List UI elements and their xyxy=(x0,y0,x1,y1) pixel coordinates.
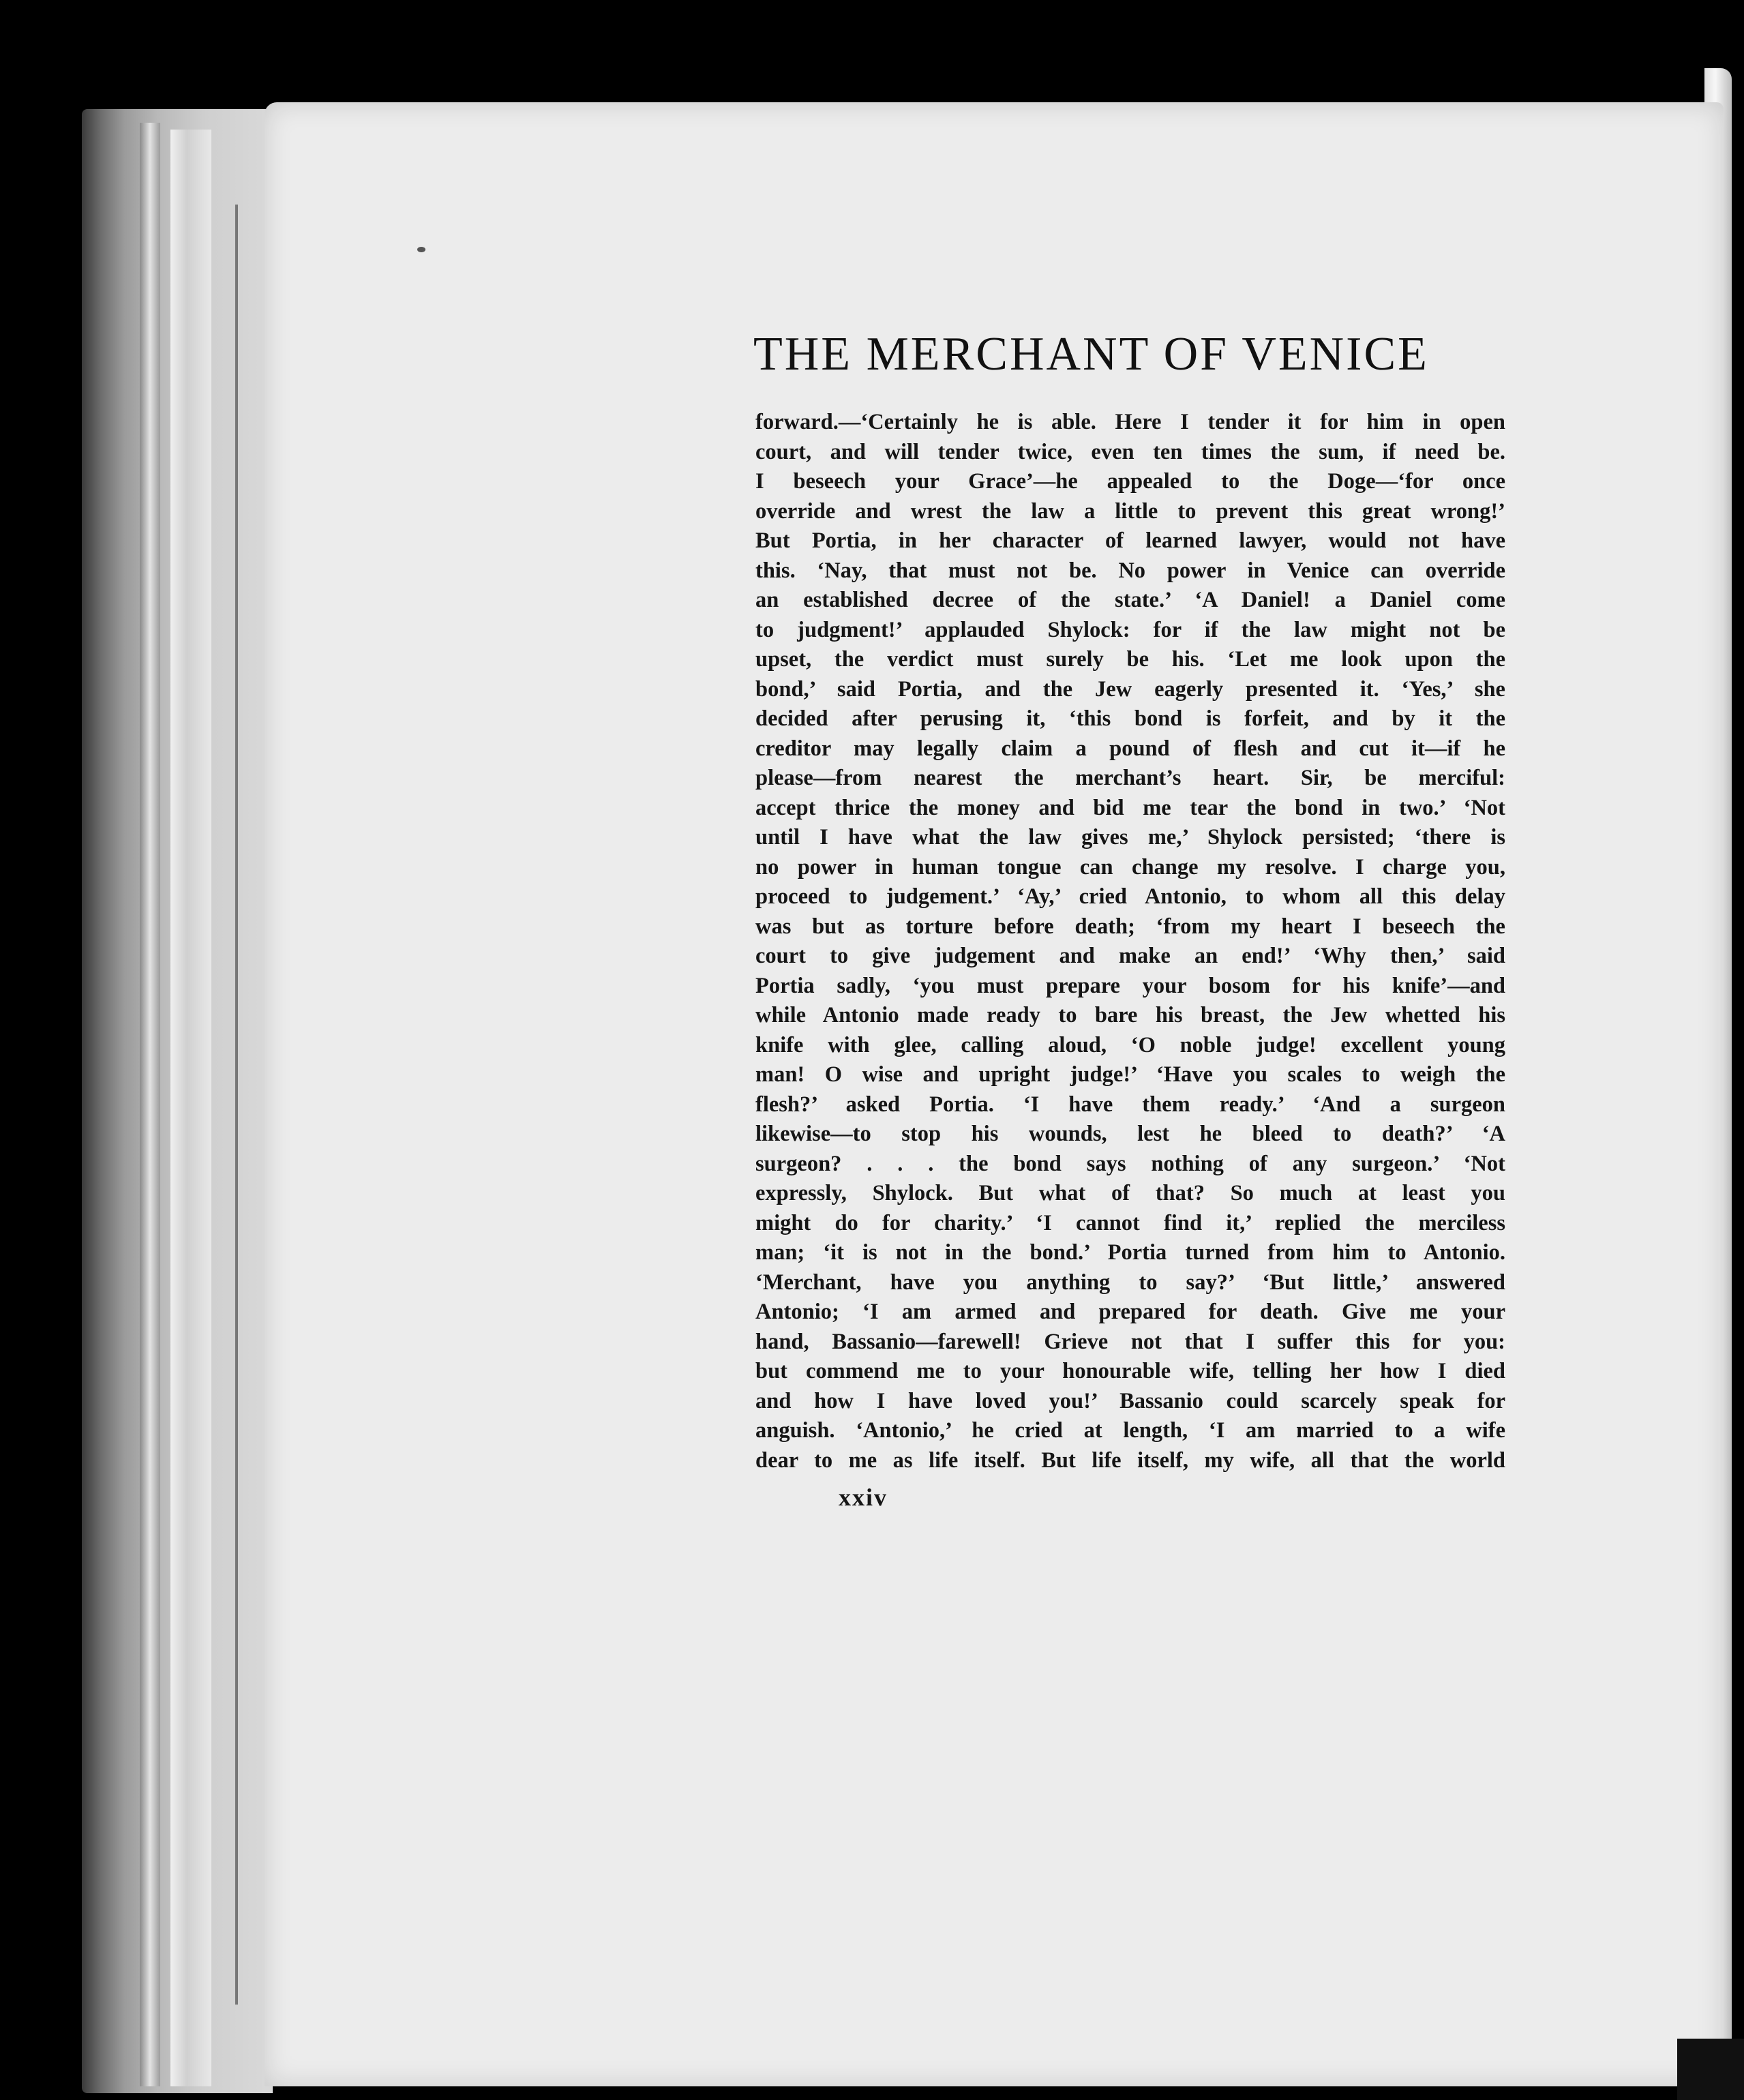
text-line: court to give judgement and make an end!’ ‘Why then,’ said xyxy=(755,944,1505,968)
text-line: please—from nearest the merchant’s heart. Sir, be merciful: xyxy=(755,766,1505,790)
text-line: Antonio; ‘I am armed and prepared for death. Give me your xyxy=(755,1300,1505,1324)
text-line: ‘Merchant, have you anything to say?’ ‘But little,’ answered xyxy=(755,1270,1505,1295)
text-line: flesh?’ asked Portia. ‘I have them ready.’ ‘And a surgeon xyxy=(755,1092,1505,1117)
text-line: man; ‘it is not in the bond.’ Portia turned from him to Antonio. xyxy=(755,1240,1505,1265)
text-line: this. ‘Nay, that must not be. No power in Venice can override xyxy=(755,558,1505,583)
text-line: court, and will tender twice, even ten times the sum, if need be. xyxy=(755,439,1505,464)
text-line: But Portia, in her character of learned lawyer, would not have xyxy=(755,528,1505,553)
text-line: hand, Bassanio—farewell! Grieve not that I suffer this for you: xyxy=(755,1329,1505,1354)
text-line: dear to me as life itself. But life itself, my wife, all that the world xyxy=(755,1448,1505,1473)
binding-crease xyxy=(235,205,238,2005)
running-head: THE MERCHANT OF VENICE xyxy=(753,328,1429,380)
dust-speck xyxy=(417,247,425,252)
text-line: might do for charity.’ ‘I cannot find it,’ replied the merciless xyxy=(755,1210,1505,1235)
body-text xyxy=(755,408,1505,1475)
text-line: anguish. ‘Antonio,’ he cried at length, ‘I am married to a wife xyxy=(755,1418,1505,1443)
text-line: knife with glee, calling aloud, ‘O noble judge! excellent young xyxy=(755,1032,1505,1058)
text-line: surgeon? . . . the bond says nothing of any surgeon.’ ‘Not xyxy=(755,1151,1505,1176)
text-line: no power in human tongue can change my resolve. I charge you, xyxy=(755,854,1505,880)
text-line: and how I have loved you!’ Bassanio could scarcely speak for xyxy=(755,1388,1505,1413)
text-line: Portia sadly, ‘you must prepare your bosom for his knife’—and xyxy=(755,973,1505,998)
text-line: an established decree of the state.’ ‘A Daniel! a Daniel come xyxy=(755,588,1505,612)
binding-edge xyxy=(140,123,160,2086)
text-line: but commend me to your honourable wife, telling her how I died xyxy=(755,1359,1505,1383)
text-line: likewise—to stop his wounds, lest he bleed to death?’ ‘A xyxy=(755,1122,1505,1146)
text-line: upset, the verdict must surely be his. ‘Let me look upon the xyxy=(755,647,1505,672)
page-number: xxiv xyxy=(839,1484,888,1511)
text-line: decided after perusing it, ‘this bond is forfeit, and by it the xyxy=(755,706,1505,731)
text-line: forward.—‘Certainly he is able. Here I tender it for him in open xyxy=(755,410,1505,434)
text-line: creditor may legally claim a pound of flesh and cut it—if he xyxy=(755,736,1505,761)
text-line: I beseech your Grace’—he appealed to the Doge—‘for once xyxy=(755,469,1505,494)
text-line: to judgment!’ applauded Shylock: for if the law might not be xyxy=(755,617,1505,642)
text-line: was but as torture before death; ‘from my heart I beseech the xyxy=(755,914,1505,939)
text-line: man! O wise and upright judge!’ ‘Have you scales to weigh the xyxy=(755,1062,1505,1087)
text-line: override and wrest the law a little to prevent this great wrong!’ xyxy=(755,498,1505,524)
text-line: bond,’ said Portia, and the Jew eagerly presented it. ‘Yes,’ she xyxy=(755,676,1505,702)
binding-fold xyxy=(170,130,211,2086)
text-line: proceed to judgement.’ ‘Ay,’ cried Antonio, to whom all this delay xyxy=(755,884,1505,909)
text-line: until I have what the law gives me,’ Shylock persisted; ‘there is xyxy=(755,825,1505,850)
text-line: accept thrice the money and bid me tear the bond in two.’ ‘Not xyxy=(755,795,1505,820)
text-line: while Antonio made ready to bare his breast, the Jew whetted his xyxy=(755,1003,1505,1028)
text-line: expressly, Shylock. But what of that? So much at least you xyxy=(755,1181,1505,1205)
scan-shadow xyxy=(1677,2039,1744,2100)
